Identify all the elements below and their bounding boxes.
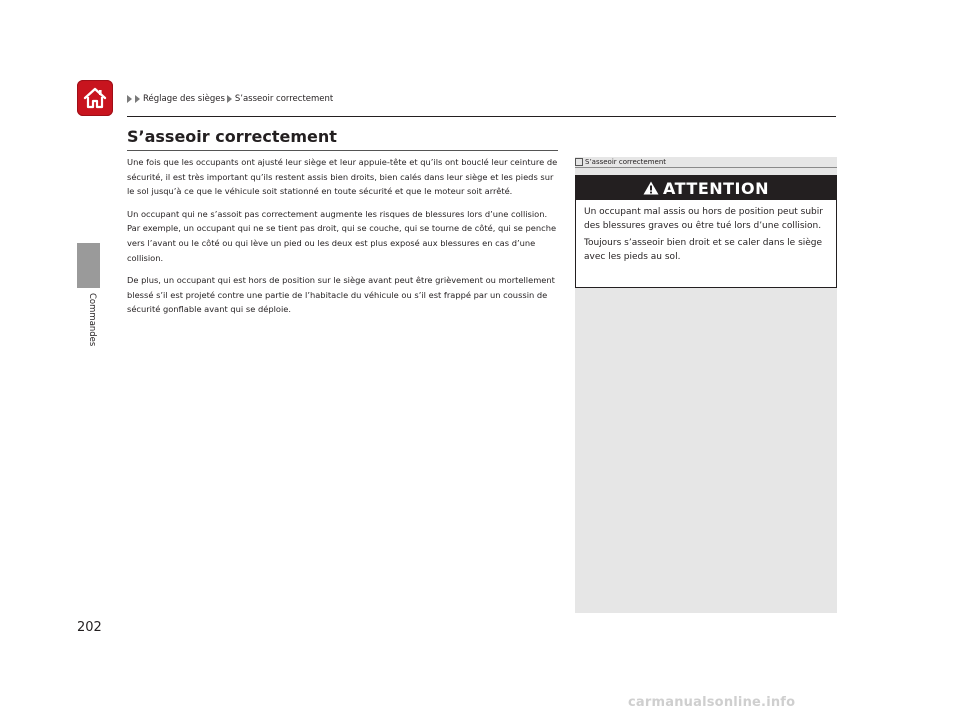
section-tab[interactable] [77, 243, 100, 288]
warning-text: Un occupant mal assis ou hors de position peut subir des blessures graves ou être tué lors d’une collision. [584, 207, 823, 231]
body-text [127, 155, 558, 325]
page-title: S’asseoir correctement [127, 127, 337, 146]
warning-label: ATTENTION [662, 178, 769, 198]
breadcrumb-arrow-icon [127, 95, 132, 103]
sidebar-heading-text: S’asseoir correctement [585, 158, 667, 166]
title-divider [127, 150, 558, 151]
breadcrumb-item[interactable]: S’asseoir correctement [234, 94, 334, 104]
breadcrumb-arrow-icon [227, 95, 232, 103]
warning-triangle-icon [643, 181, 659, 195]
sidebar-heading[interactable] [575, 157, 837, 168]
sidebar-notes [575, 157, 837, 613]
page-number: 202 [77, 620, 102, 635]
warning-text: Toujours s’asseoir bien droit et se caler dans le siège avec les pieds au sol. [584, 238, 823, 262]
home-button[interactable] [77, 80, 113, 116]
reference-icon [575, 158, 583, 166]
warning-box [575, 175, 837, 288]
breadcrumb-arrow-icon [135, 95, 140, 103]
header-divider [127, 116, 836, 117]
section-tab-label: Commandes [87, 293, 97, 347]
section-tab-label-wrap [85, 293, 99, 373]
paragraph: Un occupant qui ne s’assoit pas correctement augmente les risques de blessures lors d’une collision. Par exemple, un occupant qui ne se tient pas droit, qui se couche, qui se tourne de côté, qui se penche vers l’avant ou le côté ou qui lève un pied ou les deux est plus exposé aux blessures en cas d’une collision. [127, 208, 557, 263]
breadcrumb [127, 94, 333, 104]
warning-body [576, 200, 836, 264]
paragraph: Une fois que les occupants ont ajusté leur siège et leur appuie-tête et qu’ils ont bouclé leur ceinture de sécurité, il est très important qu’ils restent assis bien droits, bien calés dans leur siège et les pieds sur le sol jusqu’à ce que le véhicule soit stationné en toute sécurité et que le moteur soit arrêté. [127, 157, 558, 197]
home-icon [82, 86, 108, 110]
watermark: carmanualsonline.info [628, 695, 796, 710]
breadcrumb-item[interactable]: Réglage des sièges [143, 94, 225, 104]
paragraph: De plus, un occupant qui est hors de position sur le siège avant peut être grièvement ou mortellement blessé s’il est projeté contre une partie de l’habitacle du véhicule ou s’il est frappé par un coussin de sécurité gonflable avant qui se déploie. [127, 275, 555, 315]
warning-header [576, 176, 836, 200]
